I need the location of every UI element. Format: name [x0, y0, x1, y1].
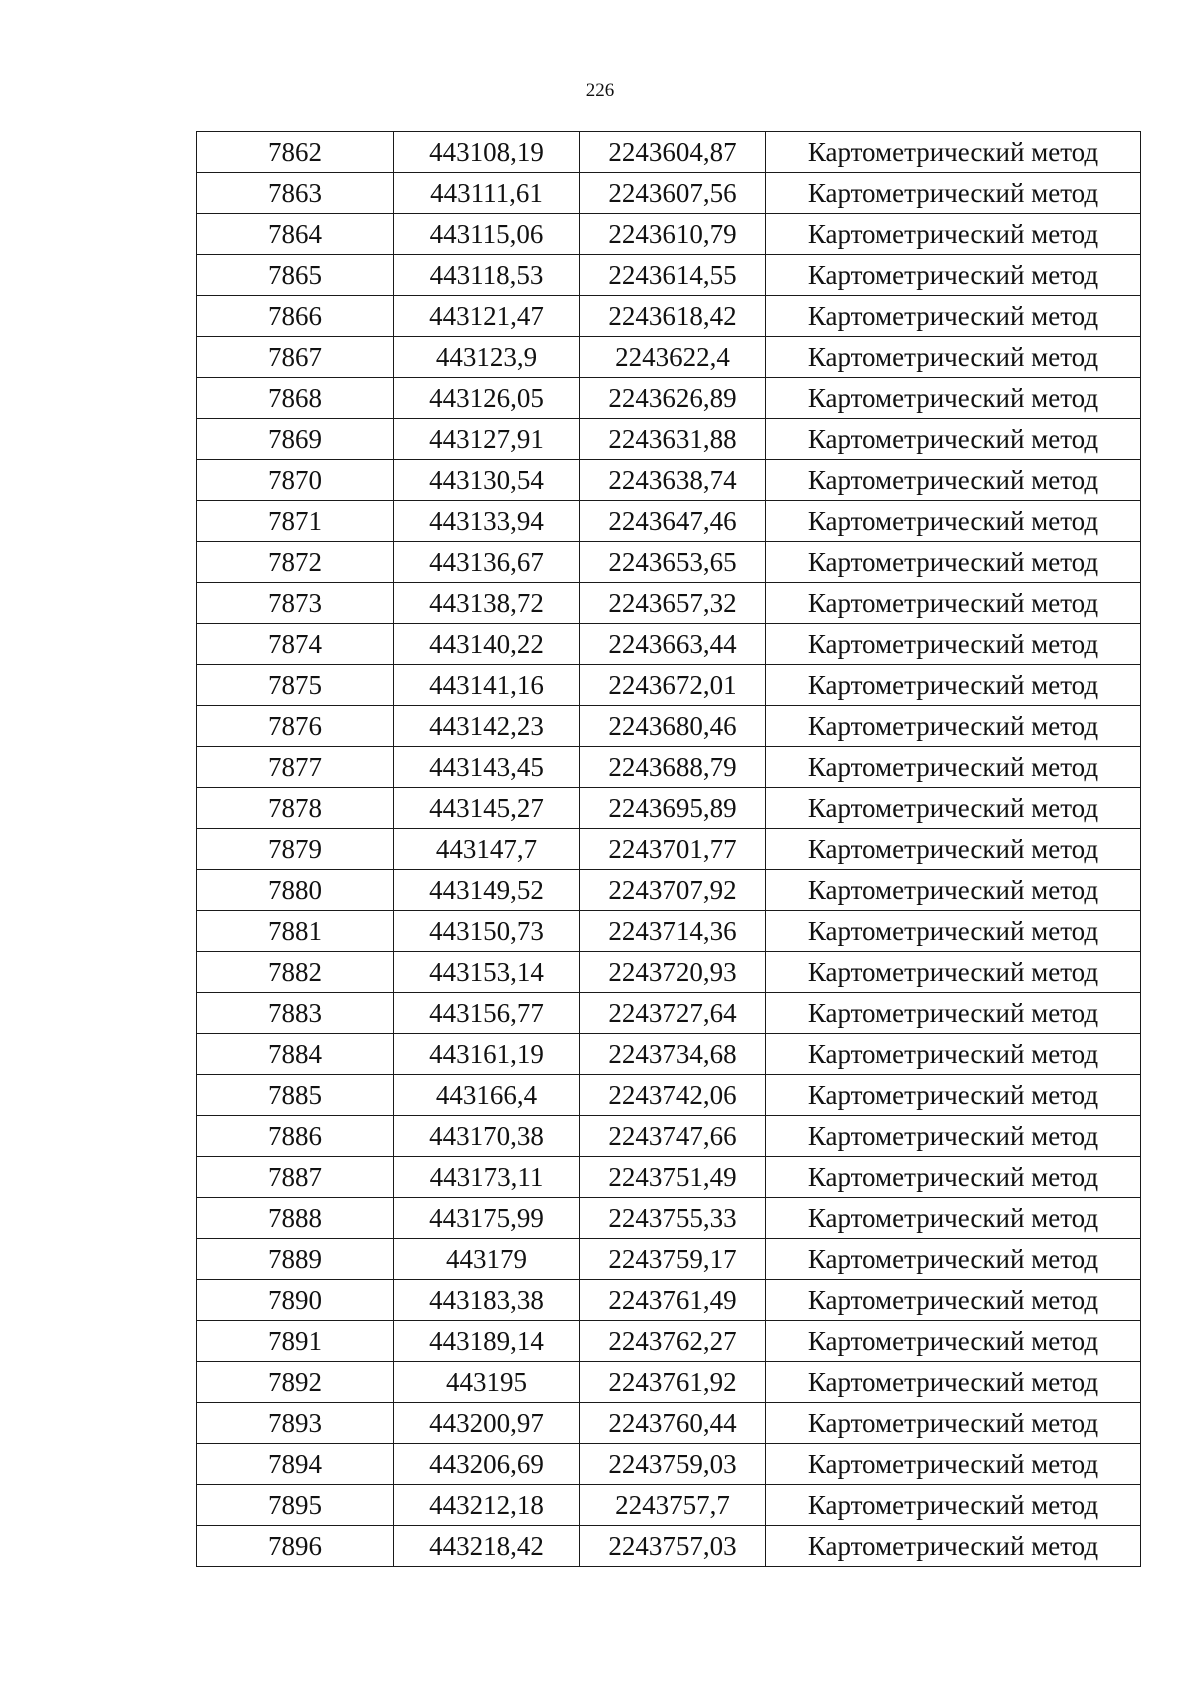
point-number-cell: 7880 — [197, 870, 394, 911]
x-coordinate-cell: 443195 — [394, 1362, 580, 1403]
y-coordinate-cell: 2243622,4 — [580, 337, 766, 378]
method-cell: Картометрический метод — [766, 1157, 1141, 1198]
table-row — [197, 624, 1141, 665]
x-coordinate-cell: 443183,38 — [394, 1280, 580, 1321]
method-cell: Картометрический метод — [766, 1321, 1141, 1362]
point-number-cell: 7866 — [197, 296, 394, 337]
point-number-cell: 7881 — [197, 911, 394, 952]
point-number-cell: 7895 — [197, 1485, 394, 1526]
method-cell: Картометрический метод — [766, 1526, 1141, 1567]
point-number-cell: 7875 — [197, 665, 394, 706]
x-coordinate-cell: 443130,54 — [394, 460, 580, 501]
y-coordinate-cell: 2243607,56 — [580, 173, 766, 214]
x-coordinate-cell: 443173,11 — [394, 1157, 580, 1198]
y-coordinate-cell: 2243755,33 — [580, 1198, 766, 1239]
point-number-cell: 7883 — [197, 993, 394, 1034]
table-row — [197, 501, 1141, 542]
y-coordinate-cell: 2243720,93 — [580, 952, 766, 993]
point-number-cell: 7884 — [197, 1034, 394, 1075]
y-coordinate-cell: 2243688,79 — [580, 747, 766, 788]
y-coordinate-cell: 2243751,49 — [580, 1157, 766, 1198]
y-coordinate-cell: 2243761,92 — [580, 1362, 766, 1403]
x-coordinate-cell: 443143,45 — [394, 747, 580, 788]
x-coordinate-cell: 443161,19 — [394, 1034, 580, 1075]
y-coordinate-cell: 2243759,03 — [580, 1444, 766, 1485]
x-coordinate-cell: 443127,91 — [394, 419, 580, 460]
x-coordinate-cell: 443189,14 — [394, 1321, 580, 1362]
point-number-cell: 7888 — [197, 1198, 394, 1239]
point-number-cell: 7870 — [197, 460, 394, 501]
method-cell: Картометрический метод — [766, 829, 1141, 870]
y-coordinate-cell: 2243657,32 — [580, 583, 766, 624]
x-coordinate-cell: 443179 — [394, 1239, 580, 1280]
x-coordinate-cell: 443126,05 — [394, 378, 580, 419]
table-row — [197, 419, 1141, 460]
method-cell: Картометрический метод — [766, 1403, 1141, 1444]
x-coordinate-cell: 443166,4 — [394, 1075, 580, 1116]
point-number-cell: 7879 — [197, 829, 394, 870]
table-row — [197, 132, 1141, 173]
table-row — [197, 337, 1141, 378]
method-cell: Картометрический метод — [766, 583, 1141, 624]
point-number-cell: 7891 — [197, 1321, 394, 1362]
point-number-cell: 7889 — [197, 1239, 394, 1280]
table-row — [197, 911, 1141, 952]
y-coordinate-cell: 2243714,36 — [580, 911, 766, 952]
point-number-cell: 7885 — [197, 1075, 394, 1116]
table-row — [197, 1116, 1141, 1157]
table-row — [197, 460, 1141, 501]
table-row — [197, 1157, 1141, 1198]
y-coordinate-cell: 2243762,27 — [580, 1321, 766, 1362]
table-row — [197, 1526, 1141, 1567]
y-coordinate-cell: 2243631,88 — [580, 419, 766, 460]
x-coordinate-cell: 443218,42 — [394, 1526, 580, 1567]
table-row — [197, 1239, 1141, 1280]
x-coordinate-cell: 443118,53 — [394, 255, 580, 296]
y-coordinate-cell: 2243742,06 — [580, 1075, 766, 1116]
point-number-cell: 7869 — [197, 419, 394, 460]
table-row — [197, 1280, 1141, 1321]
method-cell: Картометрический метод — [766, 706, 1141, 747]
y-coordinate-cell: 2243747,66 — [580, 1116, 766, 1157]
table-row — [197, 1075, 1141, 1116]
table-row — [197, 665, 1141, 706]
method-cell: Картометрический метод — [766, 378, 1141, 419]
method-cell: Картометрический метод — [766, 1280, 1141, 1321]
y-coordinate-cell: 2243757,03 — [580, 1526, 766, 1567]
table-row — [197, 1485, 1141, 1526]
table-row — [197, 173, 1141, 214]
method-cell: Картометрический метод — [766, 1362, 1141, 1403]
table-row — [197, 1321, 1141, 1362]
table-row — [197, 542, 1141, 583]
y-coordinate-cell: 2243672,01 — [580, 665, 766, 706]
point-number-cell: 7865 — [197, 255, 394, 296]
method-cell: Картометрический метод — [766, 993, 1141, 1034]
x-coordinate-cell: 443170,38 — [394, 1116, 580, 1157]
table-row — [197, 296, 1141, 337]
method-cell: Картометрический метод — [766, 788, 1141, 829]
x-coordinate-cell: 443156,77 — [394, 993, 580, 1034]
x-coordinate-cell: 443149,52 — [394, 870, 580, 911]
point-number-cell: 7864 — [197, 214, 394, 255]
method-cell: Картометрический метод — [766, 1034, 1141, 1075]
y-coordinate-cell: 2243707,92 — [580, 870, 766, 911]
y-coordinate-cell: 2243761,49 — [580, 1280, 766, 1321]
method-cell: Картометрический метод — [766, 747, 1141, 788]
method-cell: Картометрический метод — [766, 1116, 1141, 1157]
y-coordinate-cell: 2243695,89 — [580, 788, 766, 829]
table-row — [197, 583, 1141, 624]
page-number: 226 — [585, 80, 615, 101]
method-cell: Картометрический метод — [766, 665, 1141, 706]
y-coordinate-cell: 2243626,89 — [580, 378, 766, 419]
method-cell: Картометрический метод — [766, 501, 1141, 542]
method-cell: Картометрический метод — [766, 214, 1141, 255]
coordinates-table-body — [197, 132, 1141, 1567]
method-cell: Картометрический метод — [766, 296, 1141, 337]
point-number-cell: 7890 — [197, 1280, 394, 1321]
x-coordinate-cell: 443200,97 — [394, 1403, 580, 1444]
point-number-cell: 7878 — [197, 788, 394, 829]
x-coordinate-cell: 443141,16 — [394, 665, 580, 706]
y-coordinate-cell: 2243638,74 — [580, 460, 766, 501]
point-number-cell: 7862 — [197, 132, 394, 173]
point-number-cell: 7886 — [197, 1116, 394, 1157]
table-row — [197, 706, 1141, 747]
x-coordinate-cell: 443123,9 — [394, 337, 580, 378]
y-coordinate-cell: 2243647,46 — [580, 501, 766, 542]
x-coordinate-cell: 443111,61 — [394, 173, 580, 214]
point-number-cell: 7877 — [197, 747, 394, 788]
x-coordinate-cell: 443142,23 — [394, 706, 580, 747]
method-cell: Картометрический метод — [766, 1075, 1141, 1116]
x-coordinate-cell: 443121,47 — [394, 296, 580, 337]
coordinates-table — [196, 131, 1141, 1567]
method-cell: Картометрический метод — [766, 911, 1141, 952]
table-row — [197, 829, 1141, 870]
point-number-cell: 7887 — [197, 1157, 394, 1198]
point-number-cell: 7863 — [197, 173, 394, 214]
method-cell: Картометрический метод — [766, 337, 1141, 378]
x-coordinate-cell: 443212,18 — [394, 1485, 580, 1526]
method-cell: Картометрический метод — [766, 460, 1141, 501]
x-coordinate-cell: 443147,7 — [394, 829, 580, 870]
method-cell: Картометрический метод — [766, 1485, 1141, 1526]
x-coordinate-cell: 443115,06 — [394, 214, 580, 255]
method-cell: Картометрический метод — [766, 1444, 1141, 1485]
method-cell: Картометрический метод — [766, 255, 1141, 296]
y-coordinate-cell: 2243680,46 — [580, 706, 766, 747]
x-coordinate-cell: 443140,22 — [394, 624, 580, 665]
point-number-cell: 7868 — [197, 378, 394, 419]
point-number-cell: 7892 — [197, 1362, 394, 1403]
point-number-cell: 7876 — [197, 706, 394, 747]
x-coordinate-cell: 443150,73 — [394, 911, 580, 952]
table-row — [197, 378, 1141, 419]
method-cell: Картометрический метод — [766, 419, 1141, 460]
y-coordinate-cell: 2243734,68 — [580, 1034, 766, 1075]
y-coordinate-cell: 2243663,44 — [580, 624, 766, 665]
table-row — [197, 747, 1141, 788]
table-row — [197, 788, 1141, 829]
point-number-cell: 7894 — [197, 1444, 394, 1485]
x-coordinate-cell: 443153,14 — [394, 952, 580, 993]
table-row — [197, 1034, 1141, 1075]
point-number-cell: 7873 — [197, 583, 394, 624]
method-cell: Картометрический метод — [766, 870, 1141, 911]
y-coordinate-cell: 2243618,42 — [580, 296, 766, 337]
x-coordinate-cell: 443145,27 — [394, 788, 580, 829]
point-number-cell: 7874 — [197, 624, 394, 665]
y-coordinate-cell: 2243759,17 — [580, 1239, 766, 1280]
y-coordinate-cell: 2243604,87 — [580, 132, 766, 173]
point-number-cell: 7872 — [197, 542, 394, 583]
x-coordinate-cell: 443133,94 — [394, 501, 580, 542]
point-number-cell: 7893 — [197, 1403, 394, 1444]
y-coordinate-cell: 2243757,7 — [580, 1485, 766, 1526]
table-row — [197, 255, 1141, 296]
table-row — [197, 993, 1141, 1034]
y-coordinate-cell: 2243614,55 — [580, 255, 766, 296]
y-coordinate-cell: 2243653,65 — [580, 542, 766, 583]
x-coordinate-cell: 443206,69 — [394, 1444, 580, 1485]
y-coordinate-cell: 2243760,44 — [580, 1403, 766, 1444]
x-coordinate-cell: 443175,99 — [394, 1198, 580, 1239]
method-cell: Картометрический метод — [766, 542, 1141, 583]
table-row — [197, 952, 1141, 993]
y-coordinate-cell: 2243610,79 — [580, 214, 766, 255]
point-number-cell: 7882 — [197, 952, 394, 993]
y-coordinate-cell: 2243727,64 — [580, 993, 766, 1034]
method-cell: Картометрический метод — [766, 952, 1141, 993]
table-row — [197, 1198, 1141, 1239]
method-cell: Картометрический метод — [766, 1239, 1141, 1280]
table-row — [197, 214, 1141, 255]
method-cell: Картометрический метод — [766, 624, 1141, 665]
point-number-cell: 7896 — [197, 1526, 394, 1567]
x-coordinate-cell: 443138,72 — [394, 583, 580, 624]
table-row — [197, 1444, 1141, 1485]
method-cell: Картометрический метод — [766, 1198, 1141, 1239]
method-cell: Картометрический метод — [766, 132, 1141, 173]
table-row — [197, 870, 1141, 911]
method-cell: Картометрический метод — [766, 173, 1141, 214]
table-row — [197, 1403, 1141, 1444]
point-number-cell: 7867 — [197, 337, 394, 378]
table-row — [197, 1362, 1141, 1403]
x-coordinate-cell: 443108,19 — [394, 132, 580, 173]
point-number-cell: 7871 — [197, 501, 394, 542]
y-coordinate-cell: 2243701,77 — [580, 829, 766, 870]
x-coordinate-cell: 443136,67 — [394, 542, 580, 583]
